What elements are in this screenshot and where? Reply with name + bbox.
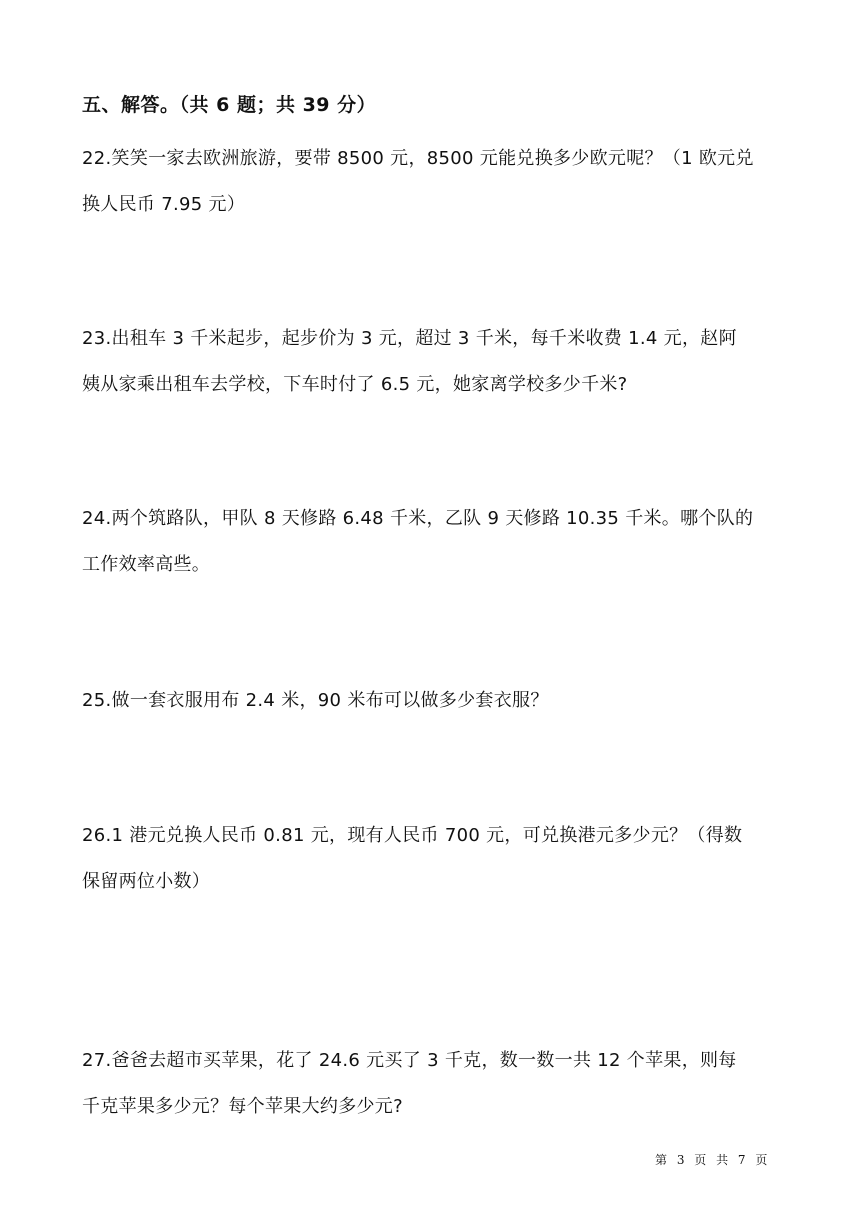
question-line: 27.爸爸去超市买苹果，花了 24.6 元买了 3 千克，数一数一共 12 个苹果，则每 <box>82 1050 737 1071</box>
question-line: 保留两位小数） <box>82 871 211 892</box>
question-line: 姨从家乘出租车去学校，下车时付了 6.5 元，她家离学校多少千米? <box>82 374 628 395</box>
question-25 <box>82 678 782 724</box>
section-title: 五、解答。（共 6 题；共 39 分） <box>82 94 377 116</box>
question-line: 千克苹果多少元？每个苹果大约多少元? <box>82 1096 403 1117</box>
page-footer: 第 3 页 共 7 页 <box>655 1153 771 1167</box>
question-23 <box>82 316 782 408</box>
question-line: 换人民币 7.95 元） <box>82 194 246 215</box>
question-line: 23.出租车 3 千米起步，起步价为 3 元，超过 3 千米，每千米收费 1.4 元，赵阿 <box>82 328 737 349</box>
question-26 <box>82 813 782 905</box>
question-line: 25.做一套衣服用布 2.4 米，90 米布可以做多少套衣服？ <box>82 690 549 711</box>
question-line: 22.笑笑一家去欧洲旅游，要带 8500 元，8500 元能兑换多少欧元呢？（1 欧元兑 <box>82 148 754 169</box>
question-24 <box>82 496 782 588</box>
question-line: 24.两个筑路队，甲队 8 天修路 6.48 千米，乙队 9 天修路 10.35 千米。哪个队的 <box>82 508 754 529</box>
question-line: 工作效率高些。 <box>82 554 211 575</box>
question-22 <box>82 136 782 228</box>
question-27 <box>82 1038 782 1130</box>
question-line: 26.1 港元兑换人民币 0.81 元，现有人民币 700 元，可兑换港元多少元？（得数 <box>82 825 743 846</box>
